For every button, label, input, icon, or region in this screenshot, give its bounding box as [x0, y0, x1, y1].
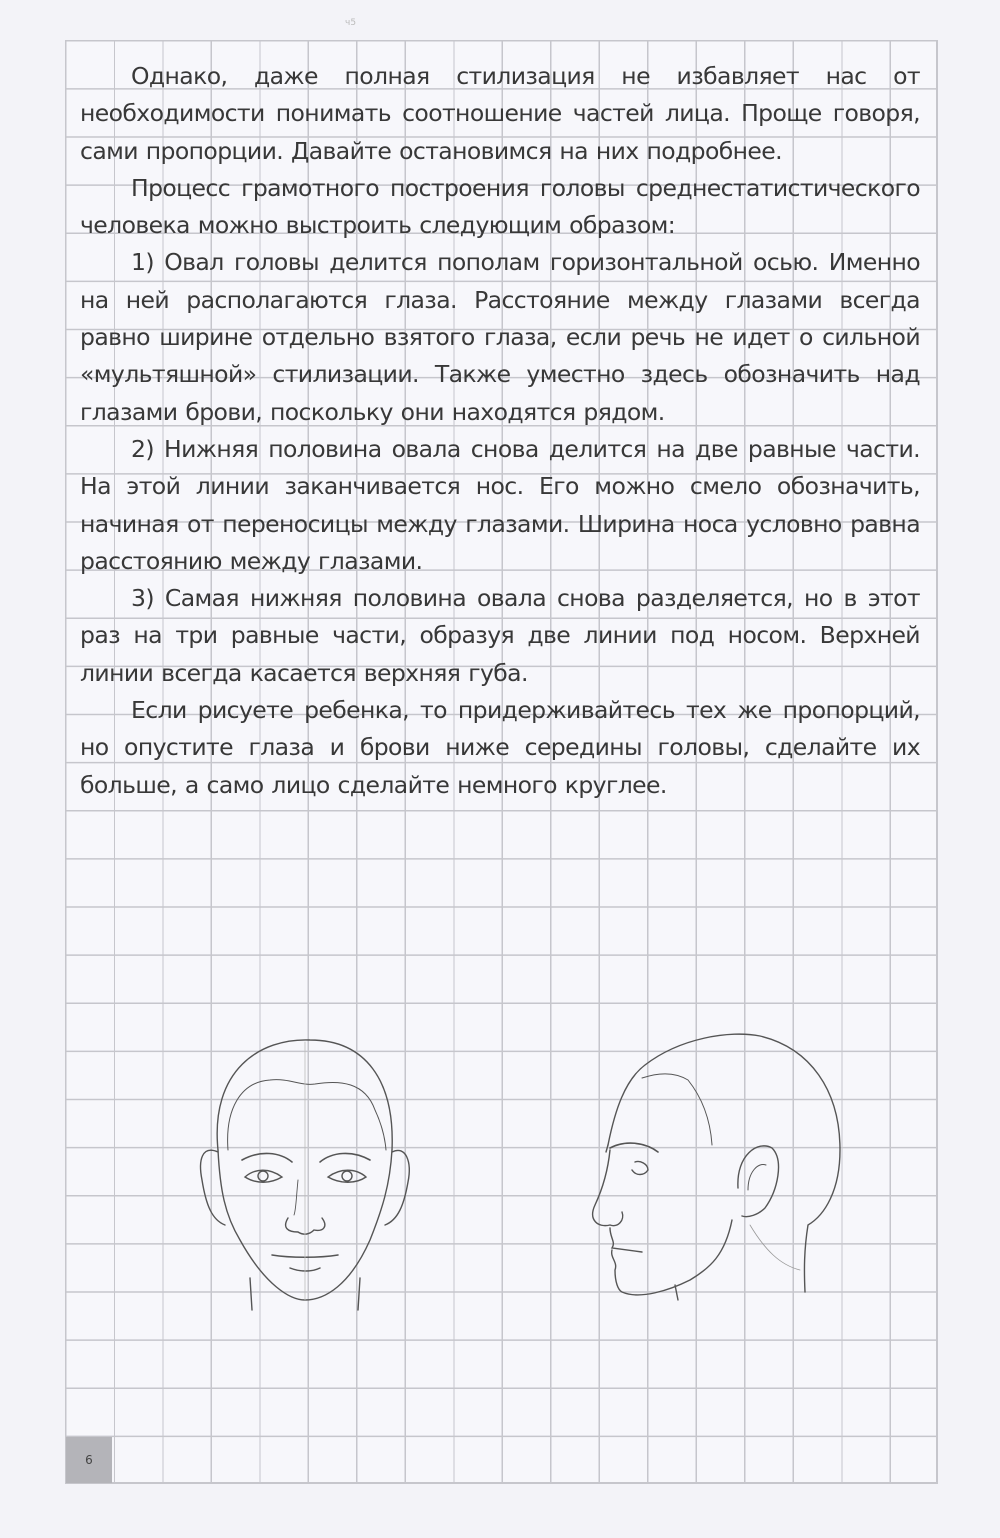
print-mark: ч5: [345, 18, 357, 28]
page-number: 6: [66, 1437, 112, 1483]
paragraph-step-3: 3) Самая нижняя половина овала снова разделяется, но в этот раз на три равные части, образуя две линии под носом. Верхней линии всегда касается верхняя губа.: [80, 584, 920, 687]
paragraph-process: Процесс грамотного построения головы среднестатистического человека можно выстроить следующим образом:: [80, 173, 920, 240]
paragraph-step-2: 2) Нижняя половина овала снова делится на две равные части. На этой линии заканчивается нос. Его можно смело обозначить, начиная от переносицы между глазами. Ширина носа условно равна расстоянию между глазами.: [80, 434, 920, 575]
paragraph-child: Если рисуете ребенка, то придерживайтесь тех же пропорций, но опустите глаза и брови ниже середины головы, сделайте их больше, а само лицо сделайте немного круглее.: [80, 696, 920, 799]
head-front-view-illustration: [170, 1000, 470, 1330]
body-text: [80, 58, 920, 804]
paragraph-step-1: 1) Овал головы делится пополам горизонтальной осью. Именно на ней располагаются глаза. Расстояние между глазами всегда равно ширине отдельно взятого глаза, если речь не идет о сильной «мультяшной» стилизации. Также уместно здесь обозначить над глазами брови, поскольку они находятся рядом.: [80, 248, 920, 426]
paragraph-intro: Однако, даже полная стилизация не избавляет нас от необходимости понимать соотношение частей лица. Проще говоря, сами пропорции. Давайте остановимся на них подробнее.: [80, 62, 920, 165]
head-profile-view-illustration: [560, 1000, 880, 1330]
